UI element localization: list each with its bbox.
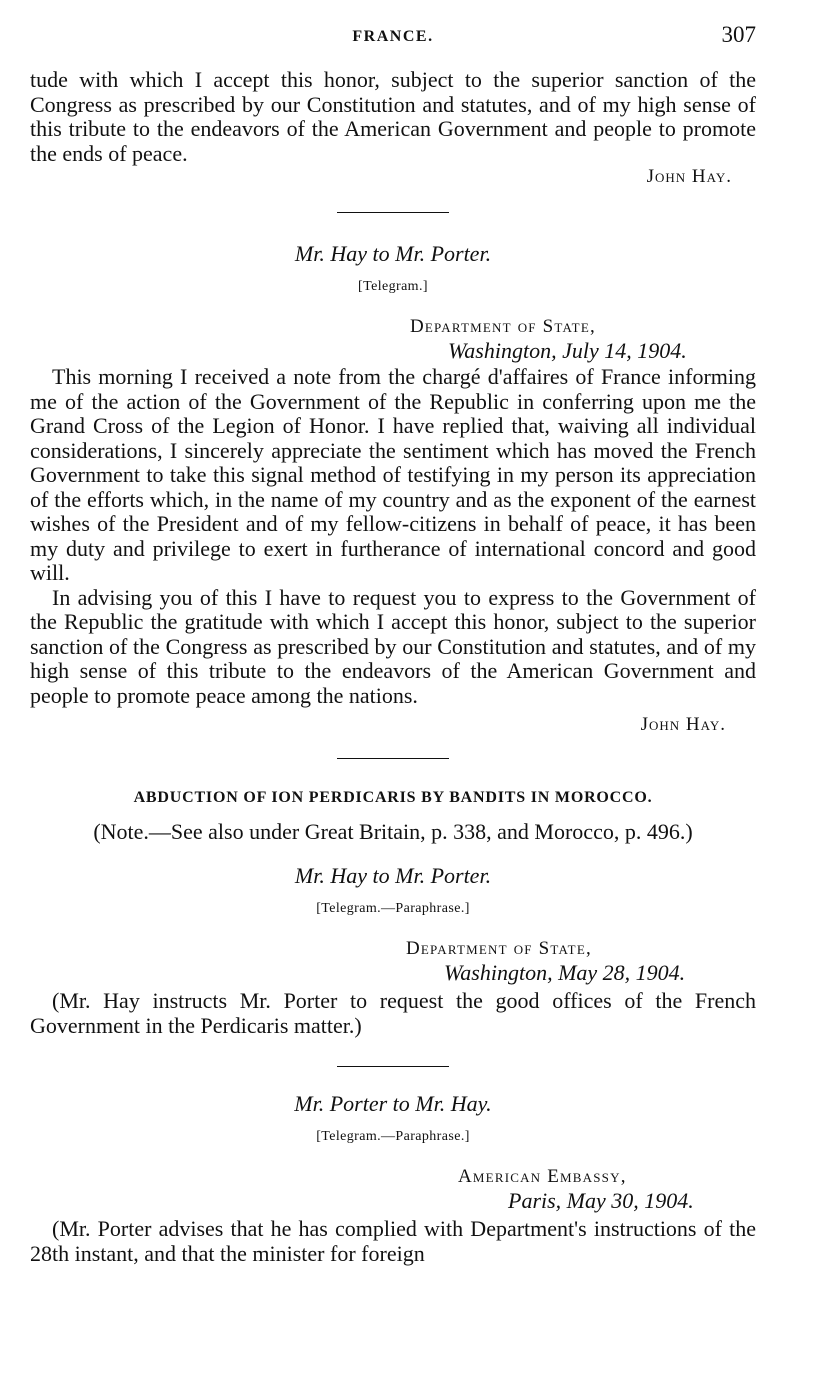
section-title: ABDUCTION OF ION PERDICARIS BY BANDITS IN MOROCCO. (133, 789, 653, 806)
cross-reference-note: (Note.—See also under Great Britain, p. 338, and Morocco, p. 496.) (93, 819, 693, 844)
dateline: Paris, May 30, 1904. (508, 1188, 694, 1213)
page-header (30, 22, 756, 52)
sender-office: American Embassy, (458, 1166, 627, 1187)
sender-office: Department of State, (406, 938, 592, 959)
signature: John Hay. (646, 166, 732, 187)
body-paragraph: (Mr. Porter advises that he has complied with Department's instructions of the 28th instant, and that the minister for foreign (30, 1216, 756, 1266)
page-number: 307 (721, 22, 756, 47)
letter-heading: Mr. Hay to Mr. Porter. (294, 863, 492, 888)
separator-rule (337, 212, 449, 213)
body-paragraph: (Mr. Hay instructs Mr. Porter to request the good offices of the French Government in the Perdicaris matter.) (30, 988, 756, 1038)
running-head: FRANCE. (352, 28, 434, 45)
sender-office: Department of State, (410, 316, 596, 337)
telegram-tag: [Telegram.] (358, 279, 428, 294)
separator-rule (337, 1066, 449, 1067)
letter-heading: Mr. Hay to Mr. Porter. (294, 241, 492, 266)
body-paragraph: In advising you of this I have to request you to express to the Government of the Republic the gratitude with which I accept this honor, subject to the superior sanction of the Congress as prescribed by our Constitution and statutes, and of my high sense of this tribute to the endeavors of the American Government and people to promote peace among the nations. (30, 584, 756, 708)
telegram-tag: [Telegram.—Paraphrase.] (316, 1129, 470, 1144)
continued-paragraph: tude with which I accept this honor, subject to the superior sanction of the Congress as prescribed by our Constitution and statutes, and of my high sense of this tribute to the endeavors of the American Government and people to promote the ends of peace. (30, 67, 756, 166)
telegram-tag: [Telegram.—Paraphrase.] (316, 901, 470, 916)
dateline: Washington, May 28, 1904. (444, 960, 686, 985)
letter-heading: Mr. Porter to Mr. Hay. (294, 1091, 492, 1116)
body-paragraph: This morning I received a note from the chargé d'affaires of France informing me of the action of the Government of the Republic in conferring upon me the Grand Cross of the Legion of Honor. I have replied that, waiving all individual considerations, I sincerely appreciate the sentiment which has moved the French Government to take this signal method of testifying in my person its appreciation of the efforts which, in the name of my country and as the exponent of the earnest wishes of the President and of my fellow-citizens in behalf of peace, it has been my duty and privilege to exert in furtherance of international concord and good will. (30, 364, 756, 585)
separator-rule (337, 758, 449, 759)
document-page (30, 22, 756, 1266)
signature: John Hay. (640, 714, 726, 735)
dateline: Washington, July 14, 1904. (448, 338, 687, 363)
